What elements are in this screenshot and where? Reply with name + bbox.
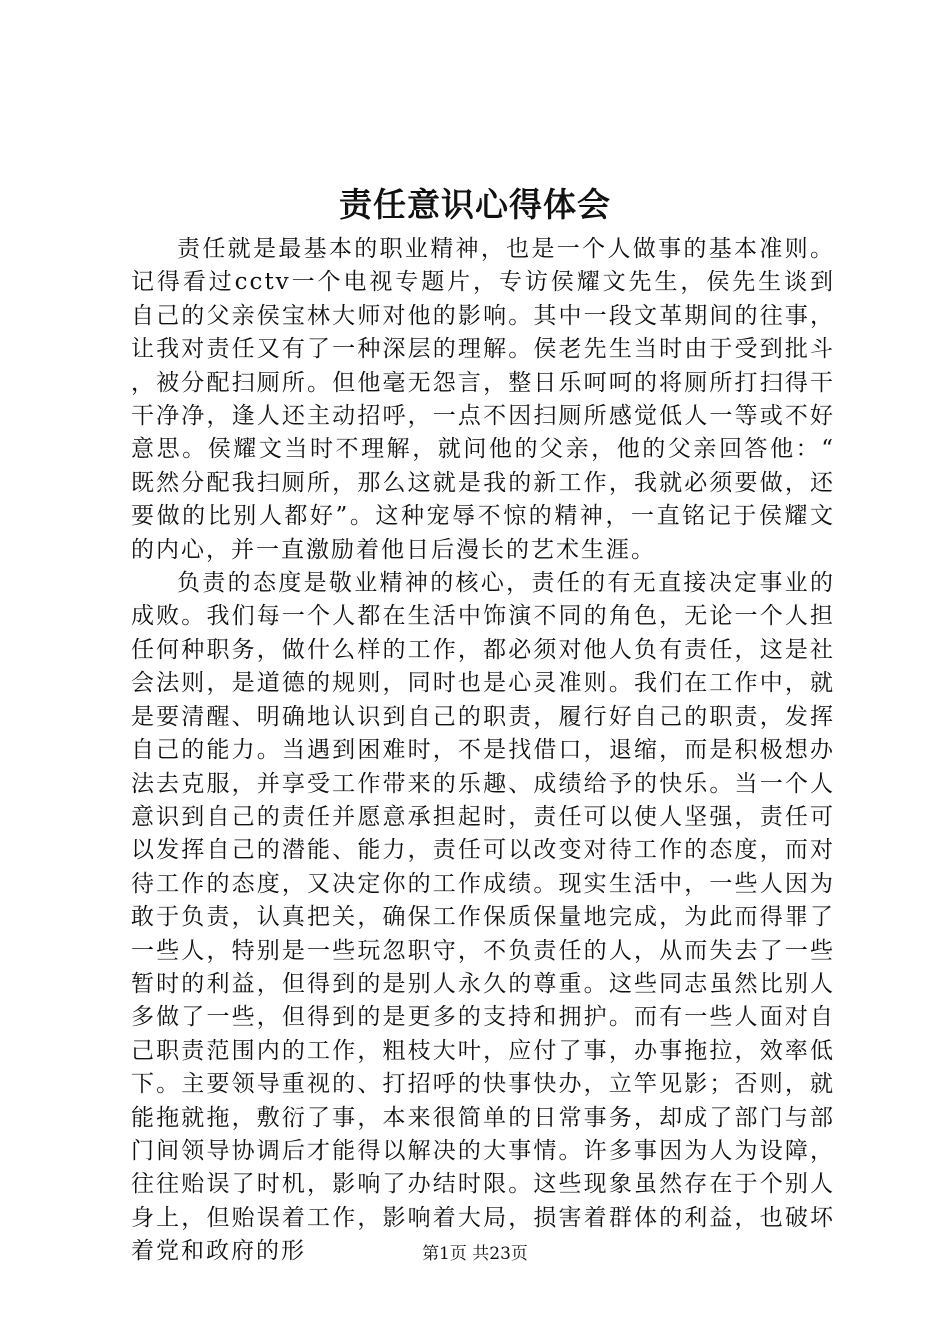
paragraph-2: 负责的态度是敬业精神的核心，责任的有无直接决定事业的成败。我们每一个人都在生活中饰演不同的角色，无论一个人担任何种职务，做什么样的工作，都必须对他人负有责任，这是社会法则，是道德的规则，同时也是心灵准则。我们在工作中，就是要清醒、明确地认识到自己的职责，履行好自己的职责，发挥自己的能力。当遇到困难时，不是找借口，退缩，而是积极想办法去克服，并享受工作带来的乐趣、成绩给予的快乐。当一个人意识到自己的责任并愿意承担起时，责任可以使人坚强，责任可以发挥自己的潜能、能力，责任可以改变对待工作的态度，而对待工作的态度，又决定你的工作成绩。现实生活中，一些人因为敢于负责，认真把关，确保工作保质保量地完成，为此而得罪了一些人，特别是一些玩忽职守，不负责任的人，从而失去了一些暂时的利益，但得到的是别人永久的尊重。这些同志虽然比别人多做了一些，但得到的是更多的支持和拥护。而有一些人面对自己职责范围内的工作，粗枝大叶，应付了事，办事拖拉，效率低下。主要领导重视的、打招呼的快事快办，立竿见影；否则，就能拖就拖，敷衍了事，本来很简单的日常事务，却成了部门与部门间领导协调后才能得以解决的大事情。许多事因为人为设障，往往贻误了时机，影响了办结时限。这些现象虽然存在于个别人身上，但贻误着工作，影响着大局，损害着群体的利益，也破坏着党和政府的形 [131, 570, 835, 1265]
document-body [131, 233, 835, 1269]
paragraph-1: 责任就是最基本的职业精神，也是一个人做事的基本准则。记得看过cctv一个电视专题片，专访侯耀文先生，侯先生谈到自己的父亲侯宝林大师对他的影响。其中一段文革期间的往事，让我对责任又有了一种深层的理解。侯老先生当时由于受到批斗，被分配扫厕所。但他毫无怨言，整日乐呵呵的将厕所打扫得干干净净，逢人还主动招呼，一点不因扫厕所感觉低人一等或不好意思。侯耀文当时不理解，就问他的父亲，他的父亲回答他：“既然分配我扫厕所，那么这就是我的新工作，我就必须要做，还要做的比别人都好”。这种宠辱不惊的精神，一直铭记于侯耀文的内心，并一直激励着他日后漫长的艺术生涯。 [131, 236, 835, 563]
document-title: 责任意识心得体会 [339, 185, 611, 224]
page-number-footer: 第1页 共23页 [422, 1244, 528, 1264]
